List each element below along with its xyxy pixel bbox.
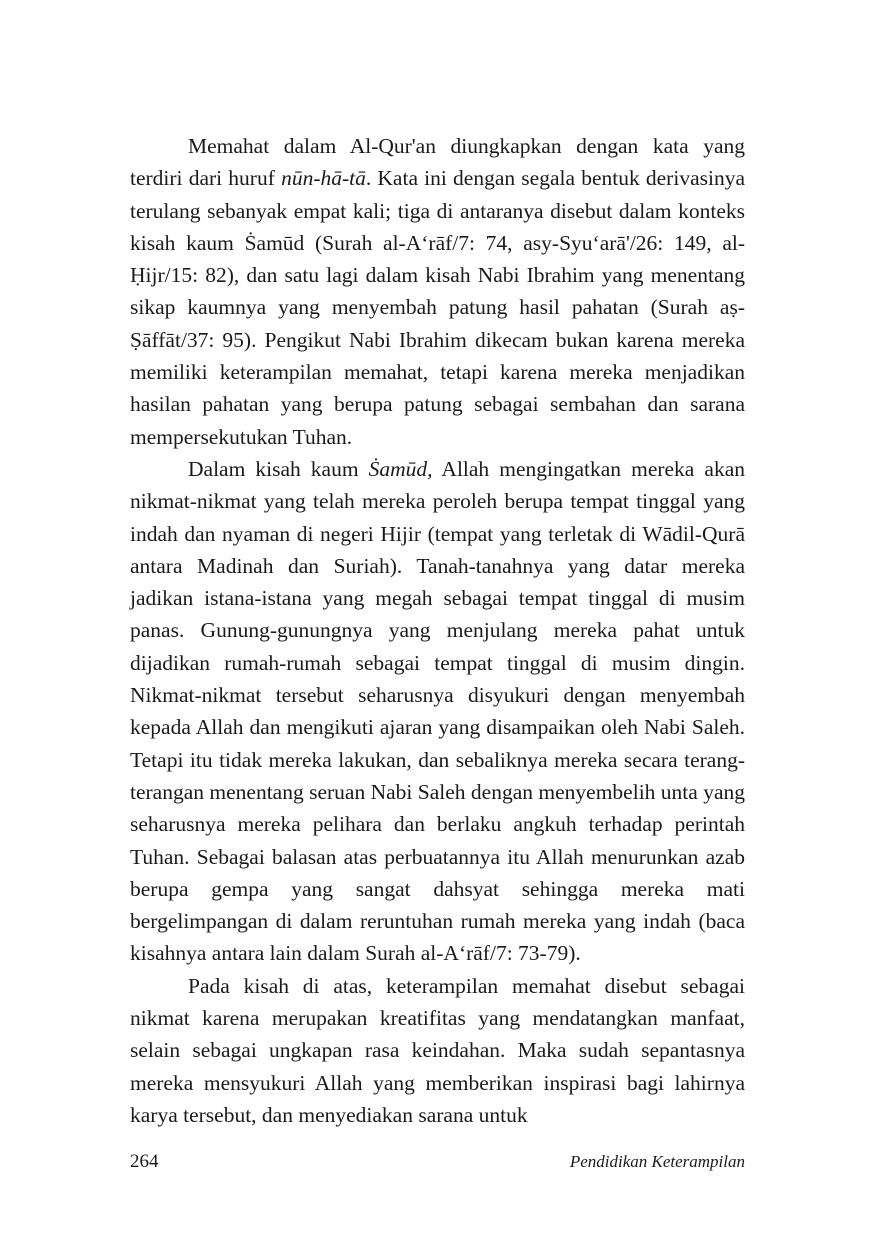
page-number: 264 <box>130 1151 159 1172</box>
text-run: Pada kisah di atas, keterampilan memahat disebut sebagai nikmat karena merupakan kreatifitas yang mendatangkan manfaat, selain sebagai ungkapan rasa keindahan. Maka sudah sepantasnya mereka mensyukuri Allah yang memberikan inspirasi bagi lahirnya karya tersebut, dan menyediakan sarana untuk <box>130 973 745 1127</box>
paragraph-1 <box>130 130 745 453</box>
italic-term: nūn-hā-tā <box>281 166 366 191</box>
text-run: Dalam kisah kaum <box>188 456 369 481</box>
text-run: . Kata ini dengan segala bentuk derivasinya terulang sebanyak empat kali; tiga di antaranya disebut dalam konteks kisah kaum Ṡamūd (Surah al-A‘rāf/7: 74, asy-Syu‘arā'/26: 149, al-Ḥijr/15: 82), dan satu lagi dalam kisah Nabi Ibrahim yang menentang sikap kaumnya yang menyembah patung hasil pahatan (Surah aṣ-Ṣāffāt/37: 95). Pengikut Nabi Ibrahim dikecam bukan karena mereka memiliki keterampilan memahat, tetapi karena mereka menjadikan hasilan pahatan yang berupa patung sebagai sembahan dan sarana mempersekutukan Tuhan. <box>130 166 745 449</box>
text-run: Memahat dalam Al-Qur'an diungkapkan dengan kata yang terdiri dari huruf <box>130 134 745 191</box>
text-run: Allah mengingatkan mereka akan nikmat-nikmat yang telah mereka peroleh berupa tempat tinggal yang indah dan nyaman di negeri Hijir (tempat yang terletak di Wādil-Qurā antara Madinah dan Suriah). Tanah-tanahnya yang datar mereka jadikan istana-istana yang megah sebagai tempat tinggal di musim panas. Gunung-gunungnya yang menjulang mereka pahat untuk dijadikan rumah-rumah sebagai tempat tinggal di musim dingin. Nikmat-nikmat tersebut seharusnya disyukuri dengan menyembah kepada Allah dan mengikuti ajaran yang disampaikan oleh Nabi Saleh. Tetapi itu tidak mereka lakukan, dan sebaliknya mereka secara terang-terangan menentang seruan Nabi Saleh dengan menyembelih unta yang seharusnya mereka pelihara dan berlaku angkuh terhadap perintah Tuhan. Sebagai balasan atas perbuatannya itu Allah menurunkan azab berupa gempa yang sangat dahsyat sehingga mereka mati bergelimpangan di dalam reruntuhan rumah mereka yang indah (baca kisahnya antara lain dalam Surah al-A‘rāf/7: 73-79). <box>130 456 745 966</box>
italic-term: Ṡamūd, <box>368 456 433 481</box>
running-title: Pendidikan Keterampilan <box>569 1152 745 1171</box>
paragraph-2 <box>130 453 745 970</box>
body-text <box>130 130 745 1131</box>
paragraph-3 <box>130 970 745 1131</box>
